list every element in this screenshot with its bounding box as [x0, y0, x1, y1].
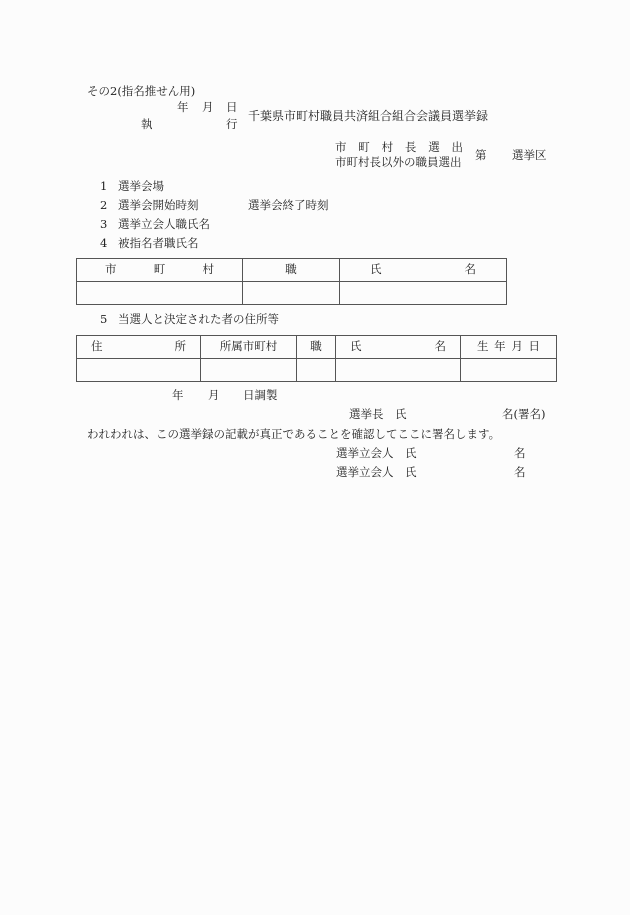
cell-birthdate[interactable]: [461, 359, 557, 382]
prep-year-label: 年: [172, 388, 184, 402]
item-2-label: 選挙会開始時刻: [118, 198, 199, 212]
cell-position[interactable]: [297, 359, 336, 382]
header-affiliated-municipality: 所属市町村: [201, 336, 297, 359]
district-char: 町: [358, 140, 370, 154]
district-char: 長: [404, 140, 417, 154]
item-2-number: 2: [100, 198, 108, 212]
executed-left-label: 執: [141, 117, 153, 131]
item-1-number: 1: [100, 179, 108, 193]
item-4-label: 被指名者職氏名: [118, 236, 199, 250]
date-year-label: 年: [177, 100, 189, 114]
date-day-label: 日: [226, 100, 238, 114]
table-header-row: [77, 336, 557, 359]
witness-1-title: 選挙立会人 氏: [336, 446, 417, 460]
district-char: 選: [428, 140, 440, 154]
header-municipality: 市 町 村: [77, 259, 243, 282]
prep-month-label: 月: [208, 388, 220, 402]
item-3-label: 選挙立会人職氏名: [118, 217, 210, 231]
header-position: 職: [297, 336, 336, 359]
executed-right-label: 行: [226, 117, 238, 131]
date-month-label: 月: [202, 100, 214, 114]
prep-day-label: 日調製: [243, 388, 278, 402]
district-senkyoku-label: 選挙区: [512, 148, 547, 162]
header-name: 氏 名: [336, 336, 461, 359]
cell-name[interactable]: [340, 282, 507, 305]
header-position: 職: [243, 259, 340, 282]
cell-address[interactable]: [77, 359, 201, 382]
item-2-extra-label: 選挙会終了時刻: [248, 198, 329, 212]
header-address: 住 所: [77, 336, 201, 359]
cell-position[interactable]: [243, 282, 340, 305]
document-title: 千葉県市町村職員共済組合組合会議員選挙録: [248, 109, 489, 123]
elected-table: [76, 335, 557, 382]
cell-affiliated-municipality[interactable]: [201, 359, 297, 382]
item-5-number: 5: [100, 312, 108, 326]
district-line2: 市町村長以外の職員選出: [335, 155, 462, 169]
table-row: [77, 359, 557, 382]
cell-name[interactable]: [336, 359, 461, 382]
item-3-number: 3: [100, 217, 108, 231]
district-line1: [335, 142, 463, 154]
header-name: 氏 名: [340, 259, 507, 282]
table-row: [77, 282, 507, 305]
table-header-row: [77, 259, 507, 282]
district-char: 出: [451, 140, 463, 154]
cell-municipality[interactable]: [77, 282, 243, 305]
district-dai-label: 第: [475, 148, 487, 162]
witness-1-name-label: 名: [514, 446, 526, 460]
witness-2-name-label: 名: [514, 465, 526, 479]
form-label: その2(指名推せん用): [87, 84, 196, 98]
chief-title-label: 選挙長 氏: [349, 407, 407, 421]
item-4-number: 4: [100, 236, 108, 250]
witness-2-title: 選挙立会人 氏: [336, 465, 417, 479]
district-char: 市: [335, 140, 347, 154]
item-5-label: 当選人と決定された者の住所等: [118, 312, 279, 326]
district-char: 村: [381, 140, 394, 154]
nominee-table: [76, 258, 507, 305]
chief-signature-label: 名(署名): [502, 407, 546, 421]
certification-statement: われわれは、この選挙録の記載が真正であることを確認してここに署名します。: [87, 427, 501, 441]
item-1-label: 選挙会場: [118, 179, 164, 193]
header-birthdate: 生 年 月 日: [461, 336, 557, 359]
